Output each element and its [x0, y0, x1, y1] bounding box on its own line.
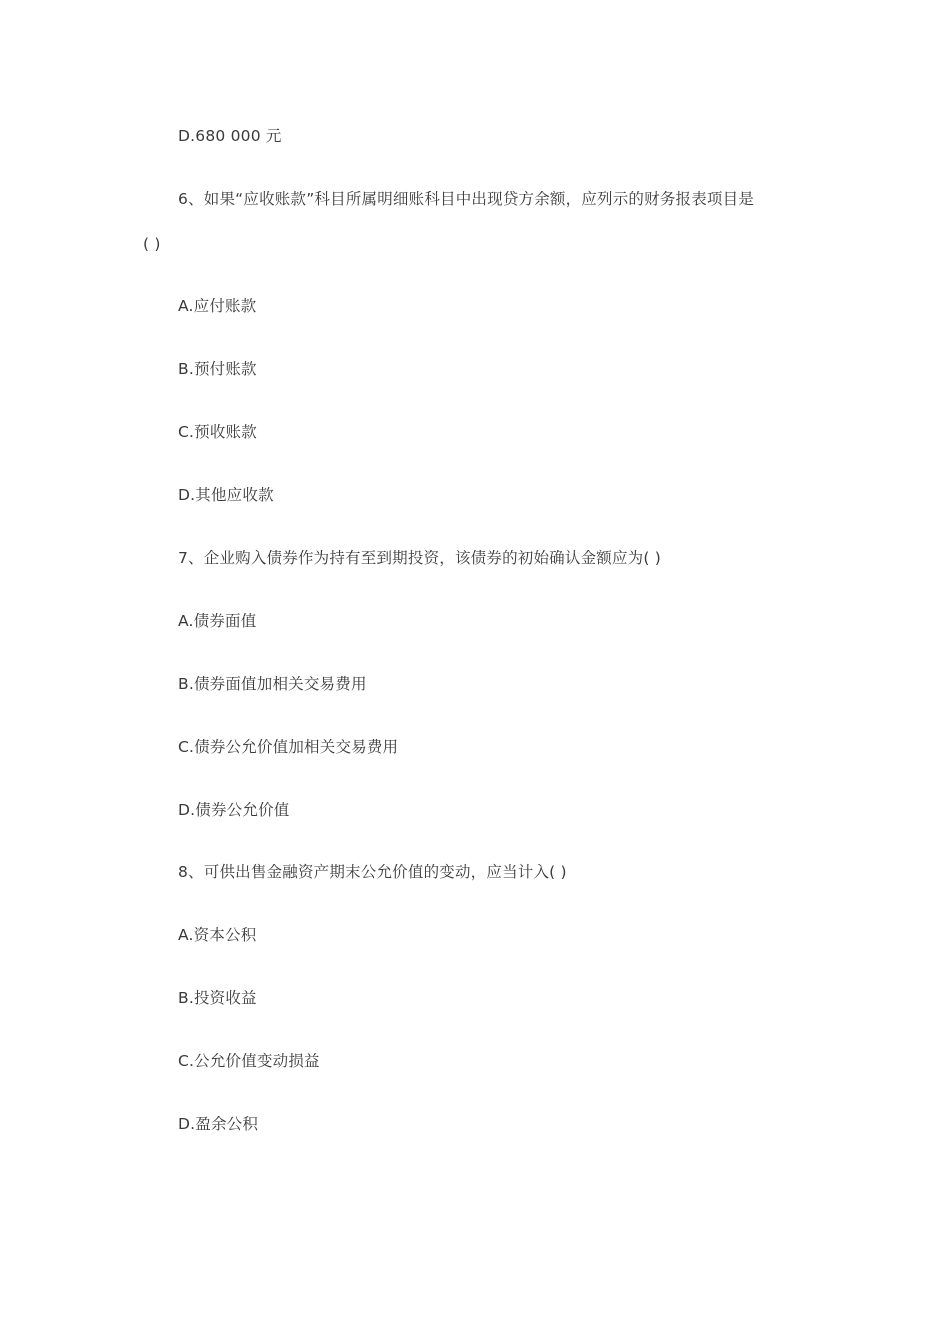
question-7-option-b: B.债券面值加相关交易费用 — [178, 675, 367, 693]
question-6-option-b: B.预付账款 — [178, 360, 257, 378]
question-7-option-d: D.债券公允价值 — [178, 801, 290, 819]
question-7-option-c: C.债券公允价值加相关交易费用 — [178, 738, 399, 756]
question-6-text: 6、如果“应收账款”科目所属明细账科目中出现贷方余额，应列示的财务报表项目是 — [178, 190, 755, 208]
question-8-option-d: D.盈余公积 — [178, 1115, 259, 1133]
question-8-option-c: C.公允价值变动损益 — [178, 1052, 320, 1070]
prev-question-option-d: D.680 000 元 — [178, 127, 282, 145]
question-8-text: 8、可供出售金融资产期末公允价值的变动，应当计入( ) — [178, 863, 567, 881]
question-7-text: 7、企业购入债券作为持有至到期投资，该债券的初始确认金额应为( ) — [178, 549, 661, 567]
question-8-option-a: A.资本公积 — [178, 926, 257, 944]
question-8-option-b: B.投资收益 — [178, 989, 257, 1007]
question-6-option-a: A.应付账款 — [178, 297, 257, 315]
question-7-option-a: A.债券面值 — [178, 612, 257, 630]
question-6-option-d: D.其他应收款 — [178, 486, 274, 504]
question-6-blank: ( ) — [143, 235, 161, 253]
question-6-option-c: C.预收账款 — [178, 423, 257, 441]
